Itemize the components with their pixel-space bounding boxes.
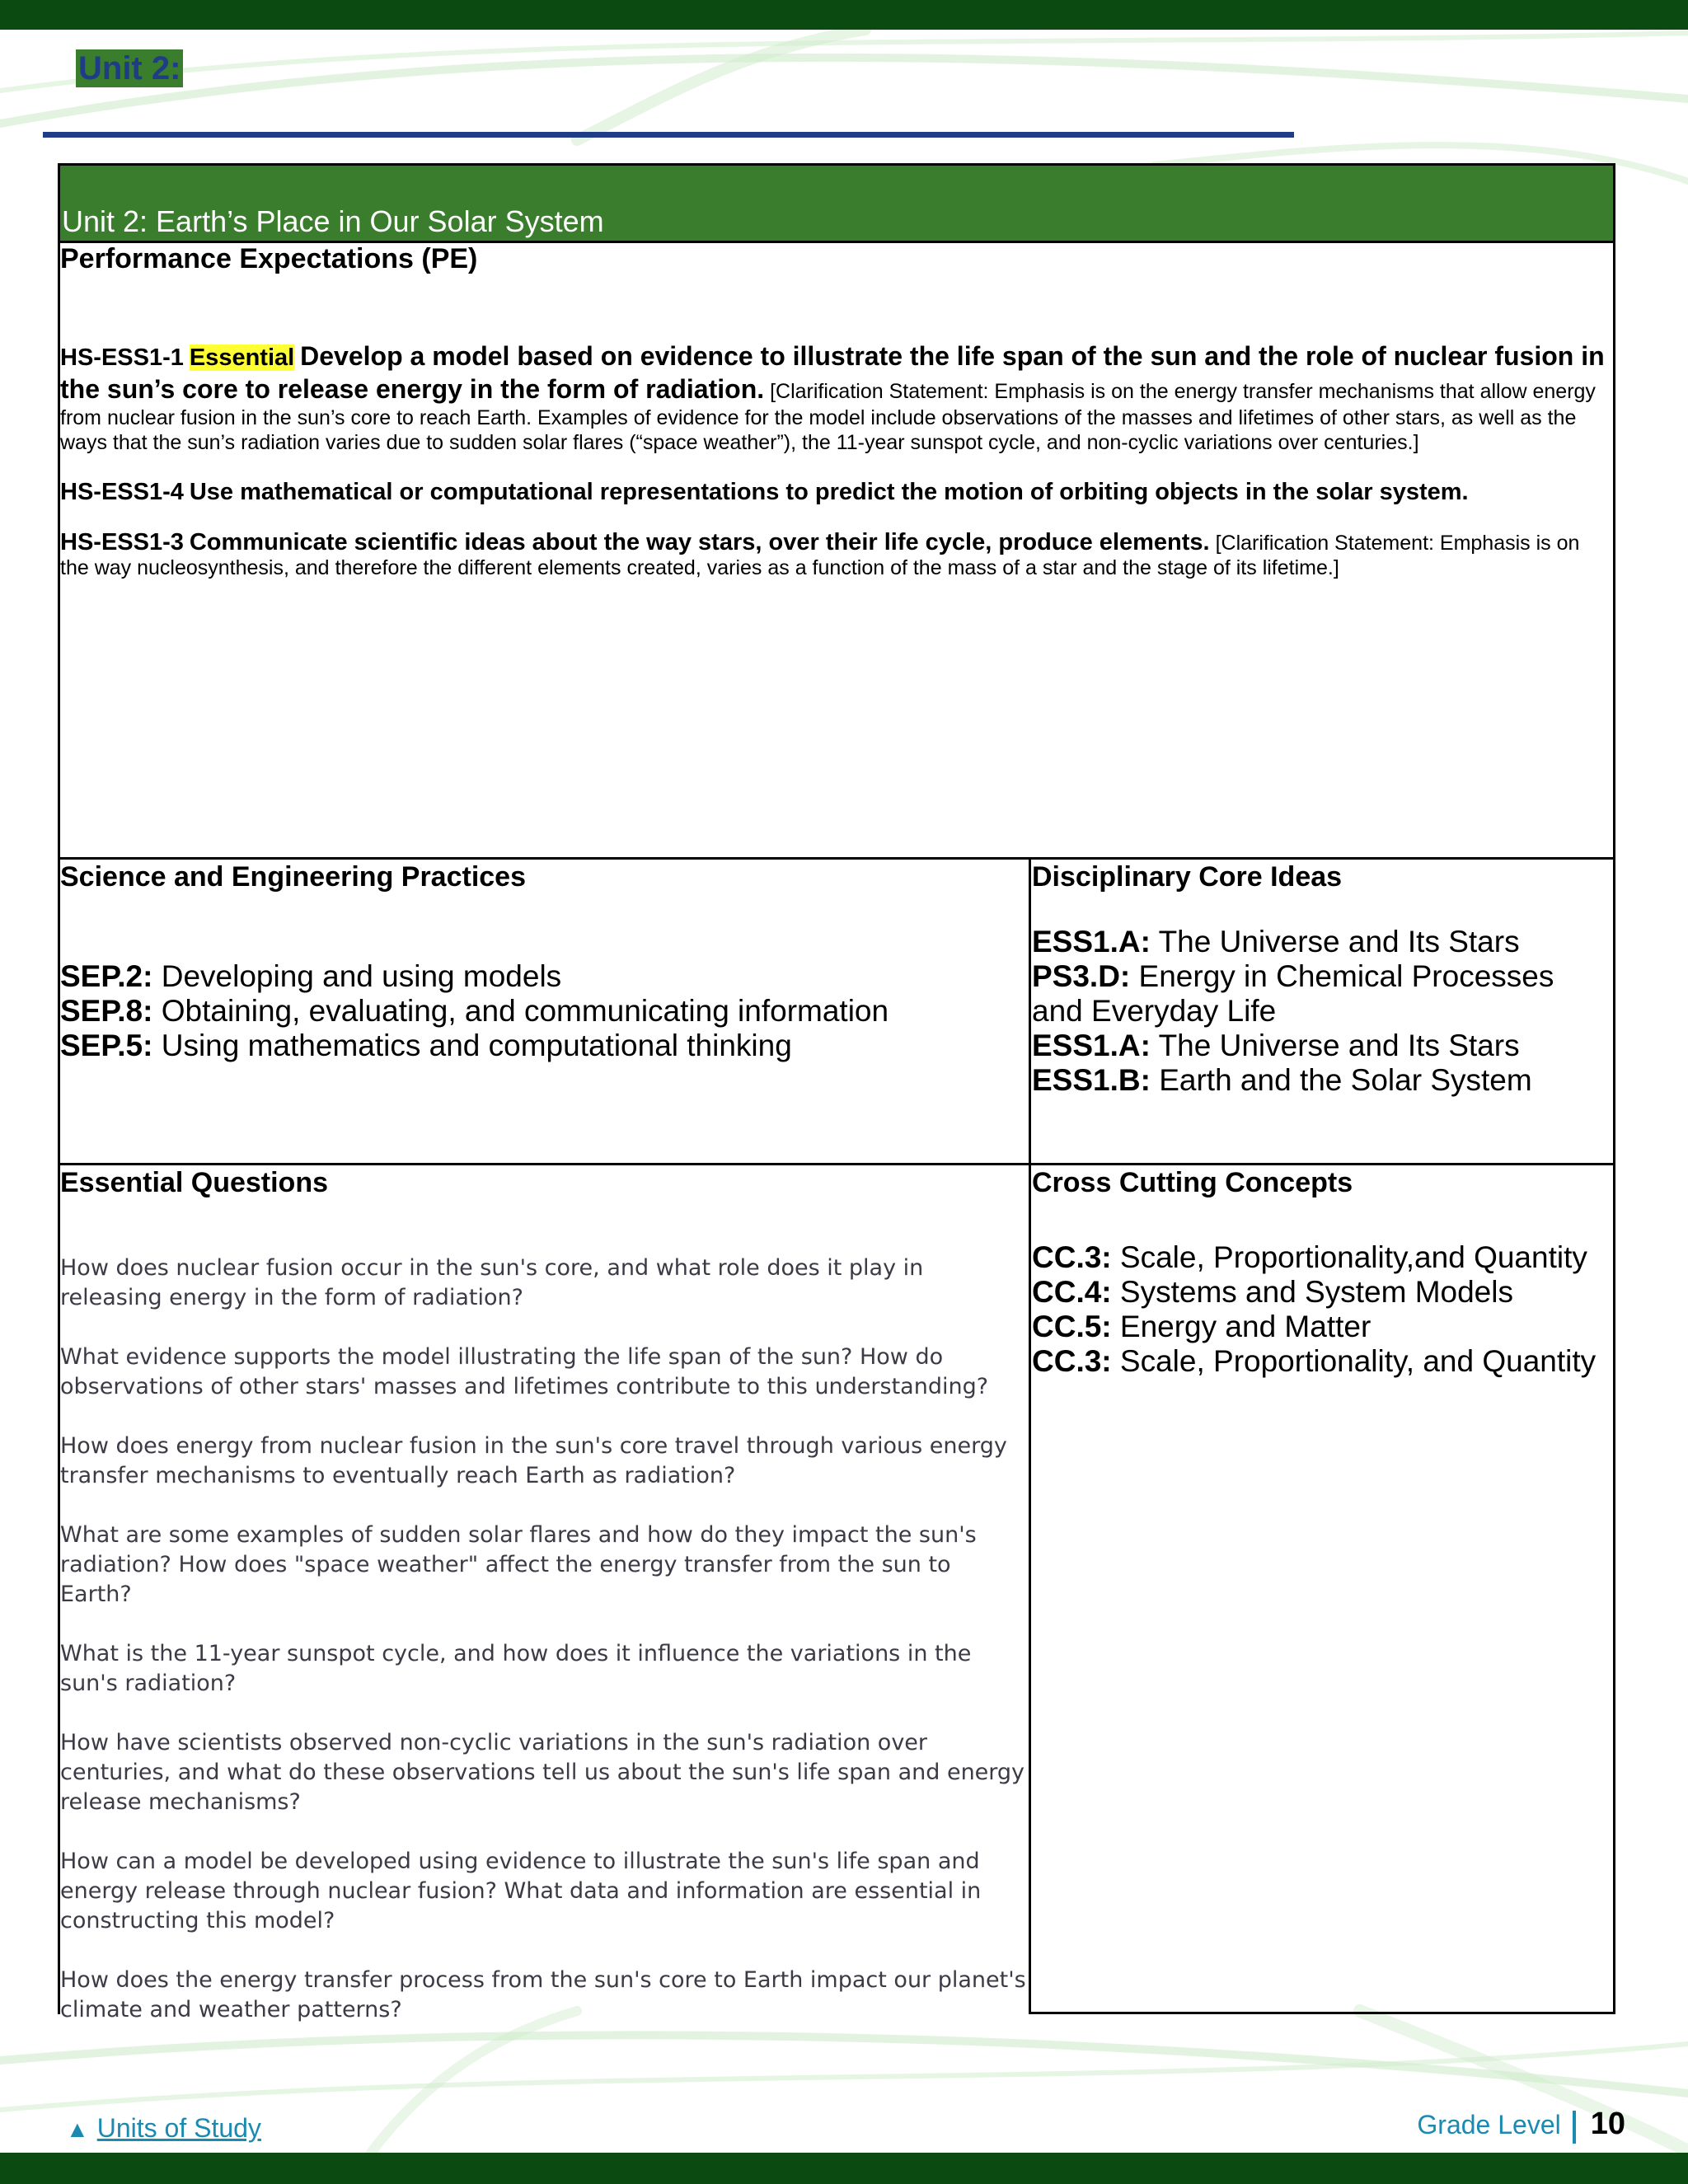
dci-list [1032, 925, 1613, 1098]
row-divider [58, 1163, 1615, 1165]
pe-clarification: [Clarification Statement: Emphasis is on the way nucleosynthesis, and therefore the different elements created, varies as a function of the mass of a star and the stage of its lifetime.] [60, 532, 1580, 579]
units-of-study-label[interactable]: Units of Study [96, 2113, 261, 2143]
cc-code: CC.4: [1032, 1275, 1112, 1309]
cc-item [1032, 1344, 1613, 1379]
column-divider [1029, 857, 1031, 2014]
eq-item: What is the 11-year sunspot cycle, and how does it influence the variations in the sun's radiation? [60, 1641, 972, 1696]
sep-code: SEP.2: [60, 959, 153, 993]
sep-item [60, 959, 1025, 994]
eq-item: How have scientists observed non-cyclic variations in the sun's radiation over centuries, and what do these observations tell us about the sun's life span and energy release mechanisms? [60, 1730, 1025, 1815]
eq-list [60, 1254, 1026, 2025]
dci-item [1032, 1029, 1613, 1063]
unit-title: Unit 2: Earth’s Place in Our Solar System [62, 204, 604, 238]
sep-cell [60, 860, 1025, 1063]
cc-item [1032, 1310, 1613, 1344]
grade-level-label: Grade Level [1417, 2110, 1561, 2139]
eq-item: How does nuclear fusion occur in the sun's core, and what role does it play in releasing energy in the form of radiation? [60, 1255, 924, 1310]
eq-heading: Essential Questions [60, 1167, 328, 1198]
right-border [1613, 1163, 1615, 2014]
cc-heading: Cross Cutting Concepts [1032, 1167, 1353, 1198]
dci-item [1032, 959, 1613, 1029]
footer-separator [1573, 2111, 1576, 2144]
pe-statement: Develop a model based on evidence to illustrate the life span of the sun and the role of nuclear fusion in the sun’s core to release energy in the form of radiation. [60, 341, 1605, 404]
essential-badge: Essential [189, 344, 295, 371]
row-divider [58, 857, 1615, 860]
cc-text: Systems and System Models [1119, 1275, 1513, 1309]
unit-title-band [60, 166, 1613, 243]
unit-tag: Unit 2: [76, 49, 183, 87]
eq-item: How does energy from nuclear fusion in the sun's core travel through various energy transfer mechanisms to eventually reach Earth as radiation? [60, 1433, 1007, 1488]
page-number: 10 [1590, 2107, 1625, 2141]
dci-heading: Disciplinary Core Ideas [1032, 861, 1343, 893]
sep-text: Using mathematics and computational thinking [161, 1029, 792, 1062]
cc-code: CC.3: [1032, 1240, 1112, 1274]
sep-code: SEP.5: [60, 1029, 153, 1062]
sep-code: SEP.8: [60, 994, 153, 1028]
pe-heading: Performance Expectations (PE) [60, 243, 478, 274]
cc-code: CC.5: [1032, 1310, 1112, 1343]
dci-code: ESS1.A: [1032, 1029, 1151, 1062]
dci-text: The Universe and Its Stars [1158, 925, 1520, 958]
pe-code: HS-ESS1-3 [60, 529, 184, 555]
pe-item [60, 530, 1613, 580]
pe-item [60, 480, 1613, 505]
dci-cell [1032, 860, 1613, 1098]
bottom-banner-bar [0, 2153, 1688, 2184]
sep-text: Developing and using models [161, 959, 562, 993]
cc-item [1032, 1275, 1613, 1310]
eq-item: How can a model be developed using evidence to illustrate the sun's life span and energy release through nuclear fusion? What data and information are essential in constructing this model? [60, 1849, 982, 1933]
sep-list [60, 959, 1025, 1063]
pe-statement: Communicate scientific ideas about the way stars, over their life cycle, produce elements. [189, 529, 1210, 555]
sep-text: Obtaining, evaluating, and communicating information [161, 994, 889, 1028]
cross-cutting-cell [1032, 1166, 1613, 1379]
pe-item [60, 340, 1613, 455]
units-of-study-link[interactable] [66, 2113, 261, 2144]
sep-item [60, 994, 1025, 1029]
cc-text: Energy and Matter [1119, 1310, 1372, 1343]
dci-item [1032, 1063, 1613, 1098]
cc-item [1032, 1240, 1613, 1275]
cc-text: Scale, Proportionality, and Quantity [1119, 1344, 1597, 1378]
dci-code: ESS1.A: [1032, 925, 1151, 958]
dci-text: Earth and the Solar System [1159, 1063, 1532, 1097]
pe-clarification: [Clarification Statement: Emphasis is on the energy transfer mechanisms that allow energy from nuclear fusion in the sun’s core to reach Earth. Examples of evidence for the model include observations of the masses and lifetimes of other stars, as well as the ways that the sun’s radiation varies due to sudden solar flares (“space weather”), the 11-year sunspot cycle, and non-cyclic variations over centuries.] [60, 380, 1596, 454]
pe-statement: Use mathematical or computational representations to predict the motion of orbiting objects in the solar system. [189, 479, 1469, 505]
sep-item [60, 1029, 1025, 1063]
dci-code: ESS1.B: [1032, 1063, 1151, 1097]
essential-questions-cell [60, 1166, 1026, 2025]
eq-item: How does the energy transfer process from the sun's core to Earth impact our planet's climate and weather patterns? [60, 1967, 1026, 2022]
cc-text: Scale, Proportionality,and Quantity [1119, 1240, 1587, 1274]
top-banner-bar [0, 0, 1688, 30]
pe-code: HS-ESS1-1 [60, 344, 184, 371]
dci-text: Energy in Chemical Processes and Everyday Life [1032, 959, 1554, 1028]
dci-code: PS3.D: [1032, 959, 1131, 993]
pe-code: HS-ESS1-4 [60, 479, 184, 505]
dci-text: The Universe and Its Stars [1158, 1029, 1520, 1062]
page-footer-info [1417, 2107, 1625, 2144]
triangle-up-icon: ▲ [66, 2116, 89, 2142]
performance-expectations-section [60, 242, 1613, 857]
cc-code: CC.3: [1032, 1344, 1112, 1378]
eq-item: What evidence supports the model illustrating the life span of the sun? How do observations of other stars' masses and lifetimes contribute to this understanding? [60, 1344, 989, 1399]
header-divider [43, 132, 1294, 138]
dci-item [1032, 925, 1613, 959]
eq-item: What are some examples of sudden solar flares and how do they impact the sun's radiation? How does "space weather" affect the energy transfer from the sun to Earth? [60, 1522, 977, 1607]
bottom-border [1029, 2012, 1615, 2014]
sep-heading: Science and Engineering Practices [60, 861, 527, 893]
cc-list [1032, 1240, 1613, 1379]
